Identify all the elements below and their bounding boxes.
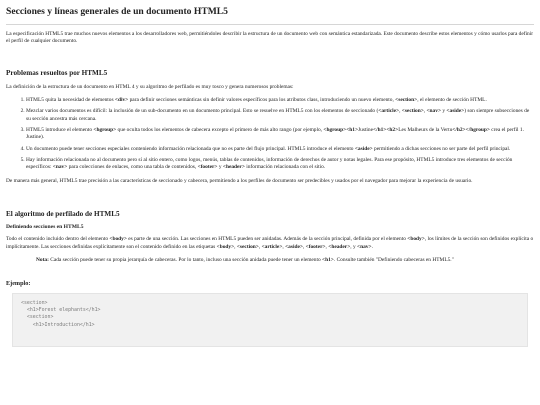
problems-closing: De manera más general, HTML5 trae precisión a las características de seccionado y cabecera, permitiendo a los perfiles de documento ser predecibles y usados por el navegador para mejorar la experiencia de usuario. [6,178,473,185]
code-example [12,293,528,347]
list-item: 3. HTML5 introduce el elemento <hgroup> que oculta todos los elementos de cabecera excepto el primero de más alto rango (por ejemplo, <hgroup><h1>Justine</h1><h2>Les Malheurs de la Vertu</h2></hgroup> crea el perfil 1. Justine). [26,127,534,142]
note-block: Nota: Cada sección puede tener su propia jerarquía de cabeceras. Por lo tanto, incluso una sección anidada puede tener un elemento <h1>. Consulte también "Definiendo cabeceras en HTML5." [36,256,454,263]
subheading-defining-sections: Definiendo secciones en HTML5 [6,224,84,231]
example-label: Ejemplo: [6,280,31,288]
note-label: Nota: [36,256,49,263]
list-item: 2. Mezclar varios documentos es difícil: la inclusión de un sub-documento en un documento principal. Esto se resuelve en HTML5 con los elementos de seccionado (<article>, <section>, <nav> y <aside>) son siempre subsecciones de su sección ancestra más cercana. [26,108,534,123]
problems-list [6,97,534,171]
code-line: <section> [21,314,54,321]
list-item: 4. Un documento puede tener secciones especiales conteniendo información relacionada que no es parte del flujo principal. HTML5 introduce el elemento <aside> permitiendo a dichas secciones no ser parte del perfil principal. [26,146,534,153]
code-line: <h1>Forest elephants</h1> [21,307,101,314]
section-heading-problems: Problemas resueltos por HTML5 [6,69,108,78]
section-heading-algorithm: El algoritmo de perfilado de HTML5 [6,209,120,218]
problems-lead: La definición de la estructura de un documento en HTML 4 y su algoritmo de perfilado es muy tosco y genera numerosos problemas: [6,83,294,90]
page-title: Secciones y líneas generales de un documento HTML5 [6,6,228,17]
code-line: <h1>Introduction</h1> [21,321,95,328]
list-item: 5. Hay información relacionada no al documento pero sí al sitio entero, como logos, menús, tablas de contenidos, información de derechos de autor y notas legales. Para ese propósito, HTML5 introduce tres elementos de sección específicos: <nav> para colecciones de enlaces, como una tabla de contenidos, <footer> y <header> información relacionada con el sitio. [26,157,534,172]
intro-paragraph: La especificación HTML5 trae muchos nuevos elementos a los desarrolladores web, permitiéndoles describir la estructura de un documento web con semántica estandarizada. Este documento describe estos elementos y cómo usarlos para definir el perfil de cualquier documento. [6,30,534,44]
title-divider [6,24,534,25]
code-line: <section> [21,300,48,307]
defining-sections-paragraph: Todo el contenido incluido dentro del elemento <body> es parte de una sección. Las secciones en HTML5 pueden ser anidadas. Además de la sección principal, definida por el elemento <body>, los límites de la sección son definidos explícita o implícitamente. Las secciones definidas explícitamente son el contenido definido en las etiquetas <body>, <section>, <article>, <aside>, <footer>, <header>, y <nav>. [6,236,534,250]
list-item: 1. HTML5 quita la necesidad de elementos <div> para definir secciones semánticas sin definir valores específicos para los atributos class, introduciendo un nuevo elemento, <section>, el elemento de sección HTML. [26,97,534,104]
